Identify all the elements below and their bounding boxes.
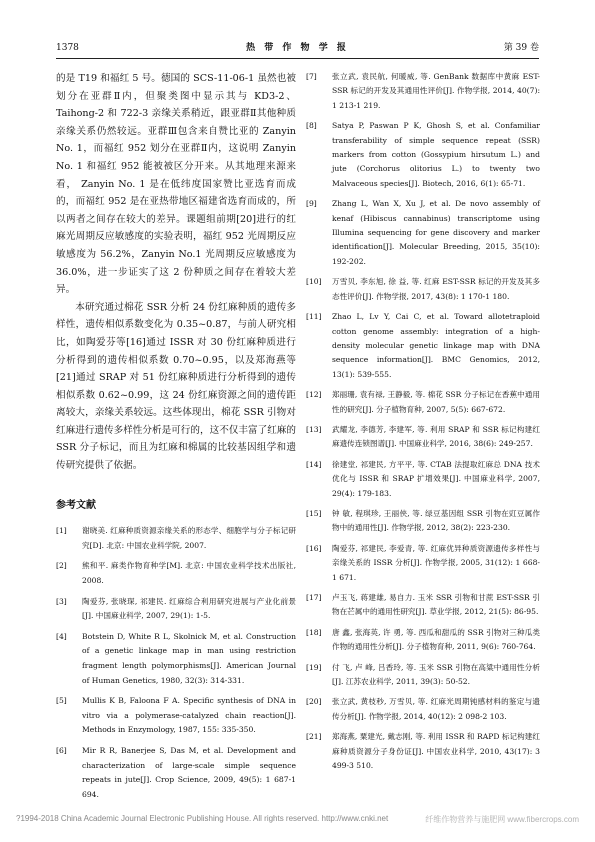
reference-text: 钟 敏, 程琪珍, 王丽侠, 等. 绿豆基因组 SSR 引物在豇豆属作物中的通用性[J]. 作物学报, 2012, 38(2): 223-230. <box>332 508 540 533</box>
reference-item <box>306 695 540 724</box>
reference-item <box>306 661 540 690</box>
references-heading: 参考文献 <box>56 499 96 511</box>
reference-number: [14] <box>306 459 322 469</box>
reference-item <box>56 694 296 738</box>
reference-text: Zhao L, Lv Y, Cai C, et al. Toward allotetraploid cotton genome assembly: integration of a high-density molecular genetic linkage map with DNA sequence information[J]. BMC Genomics, 2012, 13(1): 539-555. <box>332 312 540 379</box>
reference-item <box>56 630 296 688</box>
reference-number: [10] <box>306 277 322 287</box>
reference-text: 陶爱芬, 张晓琛, 祁建民. 红麻综合利用研究进展与产业化前景[J]. 中国麻业科学, 2007, 29(1): 1-5. <box>82 596 296 621</box>
reference-item <box>56 524 296 553</box>
reference-item <box>306 70 540 113</box>
body-paragraph-2: 本研究通过棉花 SSR 分析 24 份红麻种质的遗传多样性，遗传相似系数变化为 0.35~0.87，与前人研究相比，如陶爱芬等[16]通过 ISSR 对 30 份红麻种质进行分析得到的遗传相似系数 0.70~0.95，以及郑海燕等[21]通过 SRAP 对 51 份红麻种质进行分析得到的遗传相似系数 0.62~0.99，这 24 份红麻资源之间的遗传距离较大，亲缘关系较远。这些体现出，棉花 SSR 引物对红麻进行遗传多样性分析是可行的，这不仅丰富了红麻的 SSR 分子标记，而且为红麻和棉属的比较基因组学和遗传研究提供了依据。 <box>56 301 296 472</box>
reference-text: 熊和平. 麻类作物育种学[M]. 北京: 中国农业科学技术出版社, 2008. <box>82 561 296 586</box>
reference-number: [18] <box>306 627 322 637</box>
reference-number: [6] <box>56 745 67 755</box>
page-number: 1378 <box>56 43 79 53</box>
reference-list-left <box>56 524 296 802</box>
reference-number: [20] <box>306 697 322 707</box>
reference-number: [15] <box>306 508 322 518</box>
reference-item <box>306 626 540 655</box>
reference-number: [21] <box>306 732 322 742</box>
reference-number: [7] <box>306 72 317 81</box>
reference-number: [5] <box>56 696 67 706</box>
reference-number: [9] <box>306 199 317 209</box>
reference-text: Satya P, Paswan P K, Ghosh S, et al. Confamiliar transferability of simple sequence repeat (SSR) markers from cotton (Gossypium hirsutum L.) and jute (Corchorus olitorius L.) to twenty two Malvaceous species[J]. Biotech, 2016, 6(1): 65-71. <box>332 121 540 188</box>
reference-number: [11] <box>306 312 322 322</box>
reference-text: 万雪贝, 李东旭, 徐 益, 等. 红麻 EST-SSR 标记的开发及其多态性评价[J]. 作物学报, 2017, 43(8): 1 170-1 180. <box>332 277 540 301</box>
reference-item <box>56 744 296 802</box>
reference-number: [19] <box>306 662 322 672</box>
reference-item <box>306 542 540 585</box>
reference-number: [1] <box>56 526 67 536</box>
reference-text: 唐 鑫, 张海英, 许 勇, 等. 西瓜和甜瓜的 SSR 引物对三种瓜类作物的通用性分析[J]. 分子植物育种, 2011, 9(6): 760-764. <box>332 627 540 652</box>
reference-text: 张立武, 黄枝秒, 万雪贝, 等. 红麻光周期钝感材料的鉴定与遗传分析[J]. 作物学报, 2014, 40(12): 2 098-2 103. <box>332 697 540 721</box>
journal-title: 热 带 作 物 学 报 <box>246 43 349 53</box>
reference-item <box>306 423 540 452</box>
reference-item <box>306 275 540 304</box>
reference-text: Mir R R, Banerjee S, Das M, et al. Development and characterization of large-scale simple sequence repeats in jute[J]. Crop Science, 2009, 49(5): 1 687-1 694. <box>82 745 296 799</box>
reference-item <box>306 310 540 382</box>
reference-number: [3] <box>56 596 67 606</box>
reference-text: 郑海燕, 粟建光, 戴志刚, 等. 利用 ISSR 和 RAPD 标记构建红麻种质资源分子身份证[J]. 中国农业科学, 2010, 43(17): 3 499-3 510. <box>332 732 540 771</box>
reference-item <box>306 388 540 417</box>
right-column <box>306 70 540 779</box>
left-column <box>56 70 296 808</box>
reference-number: [8] <box>306 121 317 131</box>
page-header <box>56 40 539 56</box>
reference-text: 徐建堂, 祁建民, 方平平, 等. CTAB 法提取红麻总 DNA 技术优化与 ISSR 和 SRAP 扩增效果[J]. 中国麻业科学, 2007, 29(4): 179-183. <box>332 459 540 498</box>
reference-item <box>306 197 540 269</box>
volume-label: 第 39 卷 <box>503 43 539 53</box>
reference-item <box>56 595 296 624</box>
reference-number: [13] <box>306 424 322 434</box>
reference-text: 卢玉飞, 蒋建雄, 易自力. 玉米 SSR 引物和甘蔗 EST-SSR 引物在芒属中的通用性研究[J]. 草业学报, 2012, 21(5): 86-95. <box>332 593 540 617</box>
reference-number: [2] <box>56 561 67 571</box>
reference-list-right <box>306 70 540 773</box>
reference-item <box>306 730 540 773</box>
page-footer <box>16 814 579 828</box>
reference-text: Botstein D, White R L, Skolnick M, et al. Construction of a genetic linkage map in man using restriction fragment length polymorphisms[J]. American Journal of Human Genetics, 1980, 32(3): 314-331. <box>82 631 296 685</box>
reference-item <box>306 507 540 536</box>
reference-number: [16] <box>306 543 322 553</box>
reference-item <box>306 458 540 501</box>
reference-text: 谢晓美. 红麻种质资源亲缘关系的形态学、细胞学与分子标记研究[D]. 北京: 中国农业科学院, 2007. <box>82 526 296 550</box>
reference-text: 武耀龙, 李德芳, 李建军, 等. 利用 SRAP 和 SSR 标记构建红麻遗传连锁图谱[J]. 中国麻业科学, 2016, 38(6): 249-257. <box>332 424 540 449</box>
reference-item <box>306 119 540 191</box>
reference-text: 张立武, 袁民航, 何暖威, 等. GenBank 数据库中黄麻 EST-SSR 标记的开发及其通用性评价[J]. 作物学报, 2014, 40(7): 1 213-1 219. <box>332 72 540 110</box>
reference-number: [12] <box>306 390 322 400</box>
copyright-notice: ?1994-2018 China Academic Journal Electronic Publishing House. All rights reserved. http://www.cnki.net <box>16 814 389 823</box>
reference-number: [17] <box>306 593 322 602</box>
reference-text: 陶爱芬, 祁建民, 李爱青, 等. 红麻优异种质资源遗传多样性与亲缘关系的 ISSR 分析[J]. 作物学报, 2005, 31(12): 1 668-1 671. <box>332 543 540 582</box>
reference-number: [4] <box>56 631 67 641</box>
reference-text: 郑丽珊, 袁有禄, 王静毅, 等. 棉花 SSR 分子标记在香蕉中通用性的研究[J]. 分子植物育种, 2007, 5(5): 667-672. <box>332 390 540 414</box>
body-paragraph-1: 的是 T19 和福红 5 号。德国的 SCS-11-06-1 虽然也被划分在亚群Ⅱ内，但聚类图中显示其与 KD3-2、Taihong-2 和 722-3 亲缘关系稍近，跟亚群Ⅱ其他种质亲缘关系仍然较远。亚群Ⅲ包含来自赞比亚的 Zanyin No. 1，而福红 952 划分在亚群Ⅱ内，这说明 Zanyin No. 1 和福红 952 能被被区分开来。从其地理来源来看， Zanyin No. 1 是在低纬度国家赞比亚选育而成的，而福红 952 是在亚热带地区福建省选育而成的，所以两者之间存在较大的差异。课题组前期[20]进行的红麻光周期反应敏感度的实验表明，福红 952 光周期反应敏感度为 56.2%，Zanyin No.1 光周期反应敏感度为 36.0%，进一步证实了这 2 份种质之间存在着较大差异。 <box>56 73 296 296</box>
header-rule <box>56 58 539 59</box>
reference-text: 付 飞, 卢 峰, 吕香玲, 等. 玉米 SSR 引物在高粱中通用性分析[J]. 江苏农业科学, 2011, 39(3): 50-52. <box>332 662 540 687</box>
reference-item <box>56 559 296 588</box>
reference-text: Mullis K B, Faloona F A. Specific synthesis of DNA in vitro via a polymerase-catalyzed chain reaction[J]. Methods in Enzymology, 1987, 155: 335-350. <box>82 696 296 735</box>
reference-item <box>306 591 540 620</box>
reference-text: Zhang L, Wan X, Xu J, et al. De novo assembly of kenaf (Hibiscus cannabinus) transcriptome using Illumina sequencing for gene discovery and marker identification[J]. Molecular Breeding, 2015, 35(10): 192-202. <box>332 199 540 266</box>
watermark-text: 纤维作物营养与施肥网 www.fibercrops.com <box>425 815 579 824</box>
